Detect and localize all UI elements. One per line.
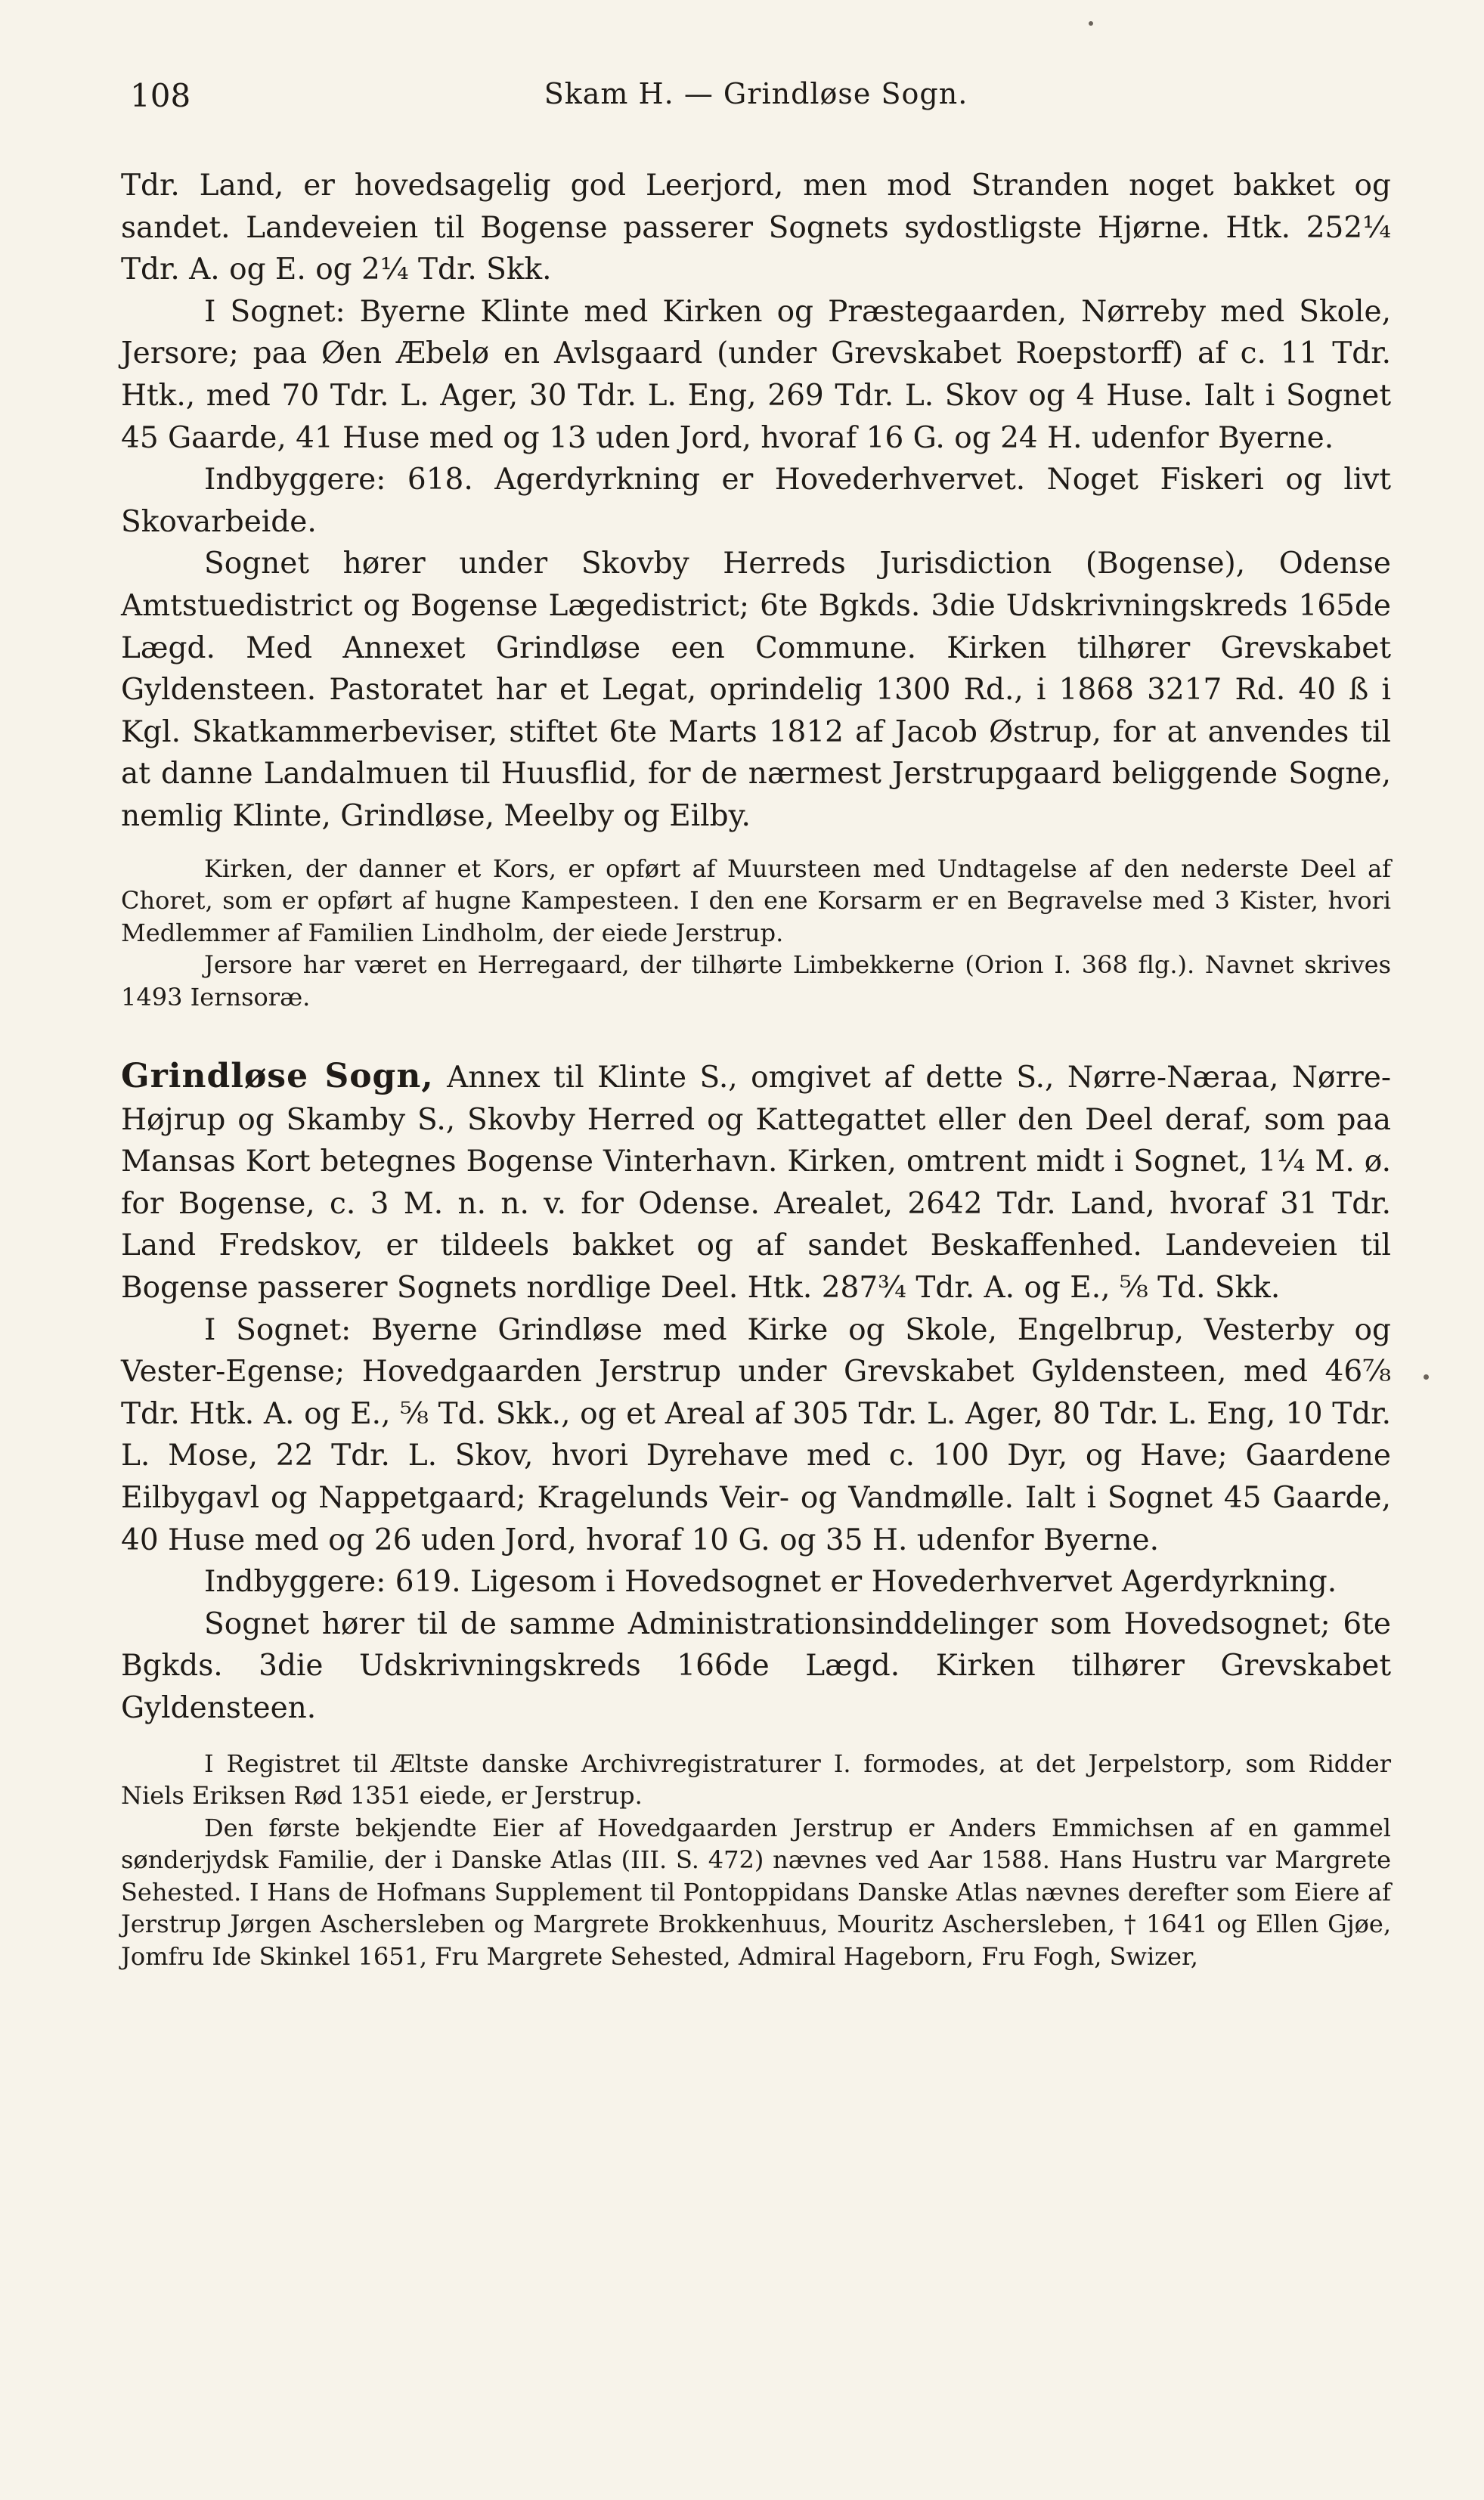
footnotes-grindlose [121, 1748, 1391, 1973]
paragraph-klinte-villages: I Sognet: Byerne Klinte med Kirken og Præstegaarden, Nørreby med Skole, Jersore; paa Øen Æbelø en Avlsgaard (under Grevskabet Roepstorff) af c. 11 Tdr. Htk., med 70 Tdr. L. Ager, 30 Tdr. L. Eng, 269 Tdr. L. Skov og 4 Huse. Ialt i Sognet 45 Gaarde, 41 Huse med og 13 uden Jord, hvoraf 16 G. og 24 H. udenfor Byerne. [121, 294, 1391, 455]
page-content [121, 59, 1391, 1972]
section-grindlose-intro [121, 1055, 1391, 1309]
section-heading: Grindløse Sogn, [121, 1057, 434, 1095]
footnote-church: Kirken, der danner et Kors, er opført af Muursteen med Undtagelse af den nederste Deel af Choret, som er opført af hugne Kampesteen. I den ene Korsarm er en Begravelse med 3 Kister, hvori Medlemmer af Familien Lindholm, der eiede Jerstrup. [121, 853, 1391, 947]
paragraph-klinte-population: Indbyggere: 618. Agerdyrkning er Hovederhvervet. Noget Fiskeri og livt Skovarbeide. [121, 463, 1391, 539]
paragraph-klinte-administration: Sognet hører under Skovby Herreds Jurisdiction (Bogense), Odense Amtstuedistrict og Bogense Lægedistrict; 6te Bgkds. 3die Udskrivningskreds 165de Lægd. Med Annexet Grindløse een Commune. Kirken tilhører Grevskabet Gyldensteen. Pastoratet har et Legat, oprindelig 1300 Rd., i 1868 3217 Rd. 40 ß i Kgl. Skatkammerbeviser, stiftet 6te Marts 1812 af Jacob Østrup, for at anvendes til at danne Landalmuen til Huusflid, for de nærmest Jerstrupgaard beliggende Sogne, nemlig Klinte, Grindløse, Meelby og Eilby. [121, 547, 1391, 833]
body-text [121, 165, 1391, 1972]
paragraph-grindlose-villages: I Sognet: Byerne Grindløse med Kirke og Skole, Engelbrup, Vesterby og Vester-Egense; Hovedgaarden Jerstrup under Grevskabet Gyldensteen, med 46⅞ Tdr. Htk. A. og E., ⅝ Td. Skk., og et Areal af 305 Tdr. L. Ager, 80 Tdr. L. Eng, 10 Tdr. L. Mose, 22 Tdr. L. Skov, hvori Dyrehave med c. 100 Dyr, og Have; Gaardene Eilbygavl og Nappetgaard; Kragelunds Veir- og Vandmølle. Ialt i Sognet 45 Gaarde, 40 Huse med og 26 uden Jord, hvoraf 10 G. og 35 H. udenfor Byerne. [121, 1312, 1391, 1557]
page-number: 108 [130, 77, 191, 114]
running-head: Skam H. — Grindløse Sogn. [544, 77, 968, 110]
paragraph-continued: Tdr. Land, er hovedsagelig god Leerjord, men mod Stranden noget bakket og sandet. Landeveien til Bogense passerer Sognets sydostligste Hjørne. Htk. 252¼ Tdr. A. og E. og 2¼ Tdr. Skk. [121, 169, 1391, 287]
paragraph-grindlose-population: Indbyggere: 619. Ligesom i Hovedsognet er Hovederhvervet Agerdyrkning. [204, 1565, 1337, 1600]
paragraph-grindlose-administration: Sognet hører til de samme Administrationsinddelinger som Hovedsognet; 6te Bgkds. 3die Udskrivningskreds 166de Lægd. Kirken tilhører Grevskabet Gyldensteen. [121, 1606, 1391, 1725]
footnote-registry: I Registret til Æltste danske Archivregistraturer I. formodes, at det Jerpelstorp, som Ridder Niels Eriksen Rød 1351 eiede, er Jerstrup. [121, 1749, 1391, 1810]
ink-speck [1089, 21, 1093, 26]
footnote-jersore: Jersore har været en Herregaard, der tilhørte Limbekkerne (Orion I. 368 flg.). Navnet skrives 1493 Iernsoræ. [121, 950, 1391, 1011]
ink-speck [1424, 1374, 1429, 1380]
footnote-owners: Den første bekjendte Eier af Hovedgaarden Jerstrup er Anders Emmichsen af en gammel sønderjydsk Familie, der i Danske Atlas (III. S. 472) nævnes ved Aar 1588. Hans Hustru var Margrete Sehested. I Hans de Hofmans Supplement til Pontoppidans Danske Atlas nævnes derefter som Eiere af Jerstrup Jørgen Aschersleben og Margrete Brokkenhuus, Mouritz Aschersleben, † 1641 og Ellen Gjøe, Jomfru Ide Skinkel 1651, Fru Margrete Sehested, Admiral Hageborn, Fru Fogh, Swizer, [121, 1813, 1391, 1971]
footnotes-klinte [121, 853, 1391, 1014]
page-header [121, 59, 1391, 119]
section-intro-text: Annex til Klinte S., omgivet af dette S., Nørre-Næraa, Nørre-Højrup og Skamby S., Skovby Herred og Kattegattet eller den Deel deraf, som paa Mansas Kort betegnes Bogense Vinterhavn. Kirken, omtrent midt i Sognet, 1¼ M. ø. for Bogense, c. 3 M. n. n. v. for Odense. Arealet, 2642 Tdr. Land, hvoraf 31 Tdr. Land Fredskov, er tildeels bakket og af sandet Beskaffenhed. Landeveien til Bogense passerer Sognets nordlige Deel. Htk. 287¾ Tdr. A. og E., ⅝ Td. Skk. [121, 1061, 1391, 1305]
